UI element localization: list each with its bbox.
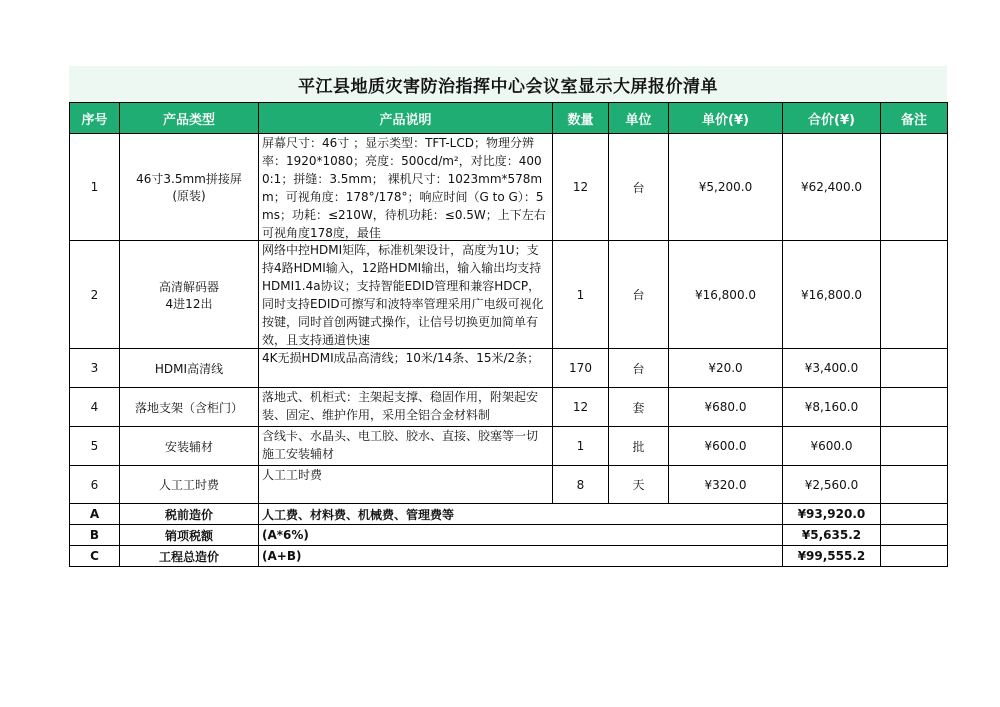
sheet-title: 平江县地质灾害防治指挥中心会议室显示大屏报价清单 xyxy=(69,66,947,102)
cell-type[interactable]: 落地支架（含柜门） xyxy=(120,388,259,427)
cell-qty[interactable]: 12 xyxy=(553,134,609,241)
summary-note[interactable] xyxy=(881,546,948,567)
cell-no[interactable]: 4 xyxy=(70,388,120,427)
cell-note[interactable] xyxy=(881,349,948,388)
summary-label[interactable]: 销项税额 xyxy=(120,525,259,546)
col-header-desc[interactable]: 产品说明 xyxy=(259,103,553,134)
cell-type-line1: 46寸3.5mm拼接屏 xyxy=(136,172,242,186)
cell-note[interactable] xyxy=(881,388,948,427)
cell-total[interactable]: ¥600.0 xyxy=(783,427,881,466)
cell-note[interactable] xyxy=(881,427,948,466)
cell-note[interactable] xyxy=(881,466,948,504)
cell-price[interactable]: ¥5,200.0 xyxy=(669,134,783,241)
cell-total[interactable]: ¥16,800.0 xyxy=(783,241,881,349)
cell-type[interactable]: 人工工时费 xyxy=(120,466,259,504)
cell-qty[interactable]: 1 xyxy=(553,241,609,349)
col-header-unit[interactable]: 单位 xyxy=(609,103,669,134)
cell-no[interactable]: 6 xyxy=(70,466,120,504)
summary-note[interactable] xyxy=(881,525,948,546)
cell-unit[interactable]: 台 xyxy=(609,134,669,241)
summary-label[interactable]: 税前造价 xyxy=(120,504,259,525)
summary-code[interactable]: A xyxy=(70,504,120,525)
col-header-note[interactable]: 备注 xyxy=(881,103,948,134)
cell-total[interactable]: ¥3,400.0 xyxy=(783,349,881,388)
cell-no[interactable]: 5 xyxy=(70,427,120,466)
summary-row-tax xyxy=(70,525,948,546)
cell-desc-text: 落地式、机柜式：主架起支撑、稳固作用，附架起安装、固定、维护作用，采用全铝合金材料制 xyxy=(262,390,539,422)
cell-qty[interactable]: 1 xyxy=(553,427,609,466)
cell-qty[interactable]: 8 xyxy=(553,466,609,504)
cell-price[interactable]: ¥680.0 xyxy=(669,388,783,427)
summary-note[interactable] xyxy=(881,504,948,525)
cell-price[interactable]: ¥16,800.0 xyxy=(669,241,783,349)
cell-price[interactable]: ¥20.0 xyxy=(669,349,783,388)
cell-type-line1: 高清解码器 xyxy=(158,279,219,294)
summary-total[interactable]: ¥5,635.2 xyxy=(783,525,881,546)
col-header-total[interactable]: 合价(¥) xyxy=(783,103,881,134)
cell-total[interactable]: ¥2,560.0 xyxy=(783,466,881,504)
cell-note[interactable] xyxy=(881,241,948,349)
cell-unit[interactable]: 台 xyxy=(609,349,669,388)
cell-type[interactable] xyxy=(120,241,259,349)
quote-sheet xyxy=(69,66,947,567)
cell-desc[interactable] xyxy=(259,349,553,388)
cell-total[interactable]: ¥62,400.0 xyxy=(783,134,881,241)
summary-row-grand-total xyxy=(70,546,948,567)
cell-desc[interactable] xyxy=(259,427,553,466)
summary-desc[interactable]: 人工费、材料费、机械费、管理费等 xyxy=(259,504,783,525)
cell-qty[interactable]: 12 xyxy=(553,388,609,427)
cell-type[interactable] xyxy=(120,134,259,241)
cell-no[interactable]: 3 xyxy=(70,349,120,388)
summary-code[interactable]: B xyxy=(70,525,120,546)
cell-desc[interactable] xyxy=(259,241,553,349)
col-header-qty[interactable]: 数量 xyxy=(553,103,609,134)
cell-desc-text: 含线卡、水晶头、电工胶、胶水、直接、胶塞等一切施工安装辅材 xyxy=(262,429,539,461)
col-header-type[interactable]: 产品类型 xyxy=(120,103,259,134)
cell-unit[interactable]: 批 xyxy=(609,427,669,466)
summary-total[interactable]: ¥93,920.0 xyxy=(783,504,881,525)
cell-unit[interactable]: 天 xyxy=(609,466,669,504)
cell-total[interactable]: ¥8,160.0 xyxy=(783,388,881,427)
summary-code[interactable]: C xyxy=(70,546,120,567)
cell-type[interactable]: HDMI高清线 xyxy=(120,349,259,388)
cell-desc[interactable] xyxy=(259,134,553,241)
cell-desc-text: 网络中控HDMI矩阵，标准机架设计，高度为1U；支持4路HDMI输入，12路HDMI输出，输入输出均支持HDMI1.4a协议；支持智能EDID管理和兼容HDCP，同时支持EDID可擦写和波特率管理采用广电级可视化按键，同时首创两键式操作，让信号切换更加简单有效，且支持通道快速 xyxy=(262,243,544,347)
summary-label[interactable]: 工程总造价 xyxy=(120,546,259,567)
table-row xyxy=(70,466,948,504)
header-row xyxy=(70,103,948,134)
summary-total[interactable]: ¥99,555.2 xyxy=(783,546,881,567)
cell-qty[interactable]: 170 xyxy=(553,349,609,388)
cell-desc-text: 屏幕尺寸：46寸 ；显示类型：TFT-LCD；物理分辨率：1920*1080；亮度：500cd/m²，对比度：4000:1；拼缝：3.5mm； 裸机尺寸：1023mm*578mm；可视角度：178°/178°；响应时间（G to G）：5ms；功耗：≤210W，待机功耗：≤0.5W；上下左右可视角度178度，最佳 xyxy=(262,136,546,240)
cell-type[interactable]: 安装辅材 xyxy=(120,427,259,466)
table-row xyxy=(70,388,948,427)
cell-desc[interactable] xyxy=(259,388,553,427)
cell-note[interactable] xyxy=(881,134,948,241)
cell-type-line2: 4进12出 xyxy=(165,296,213,311)
cell-desc-text: 4K无损HDMI成品高清线；10米/14条、15米/2条； xyxy=(262,351,540,365)
table-row xyxy=(70,349,948,388)
cell-price[interactable]: ¥320.0 xyxy=(669,466,783,504)
summary-row-pretax xyxy=(70,504,948,525)
cell-no[interactable]: 2 xyxy=(70,241,120,349)
cell-desc[interactable] xyxy=(259,466,553,504)
table-row xyxy=(70,427,948,466)
summary-desc[interactable]: (A+B) xyxy=(259,546,783,567)
col-header-no[interactable]: 序号 xyxy=(70,103,120,134)
summary-desc[interactable]: (A*6%) xyxy=(259,525,783,546)
cell-unit[interactable]: 套 xyxy=(609,388,669,427)
quote-table xyxy=(69,102,948,567)
cell-desc-text: 人工工时费 xyxy=(262,468,323,482)
cell-type-line2: (原装) xyxy=(172,189,206,203)
col-header-price[interactable]: 单价(¥) xyxy=(669,103,783,134)
table-row xyxy=(70,134,948,241)
table-row xyxy=(70,241,948,349)
cell-no[interactable]: 1 xyxy=(70,134,120,241)
cell-price[interactable]: ¥600.0 xyxy=(669,427,783,466)
cell-unit[interactable]: 台 xyxy=(609,241,669,349)
